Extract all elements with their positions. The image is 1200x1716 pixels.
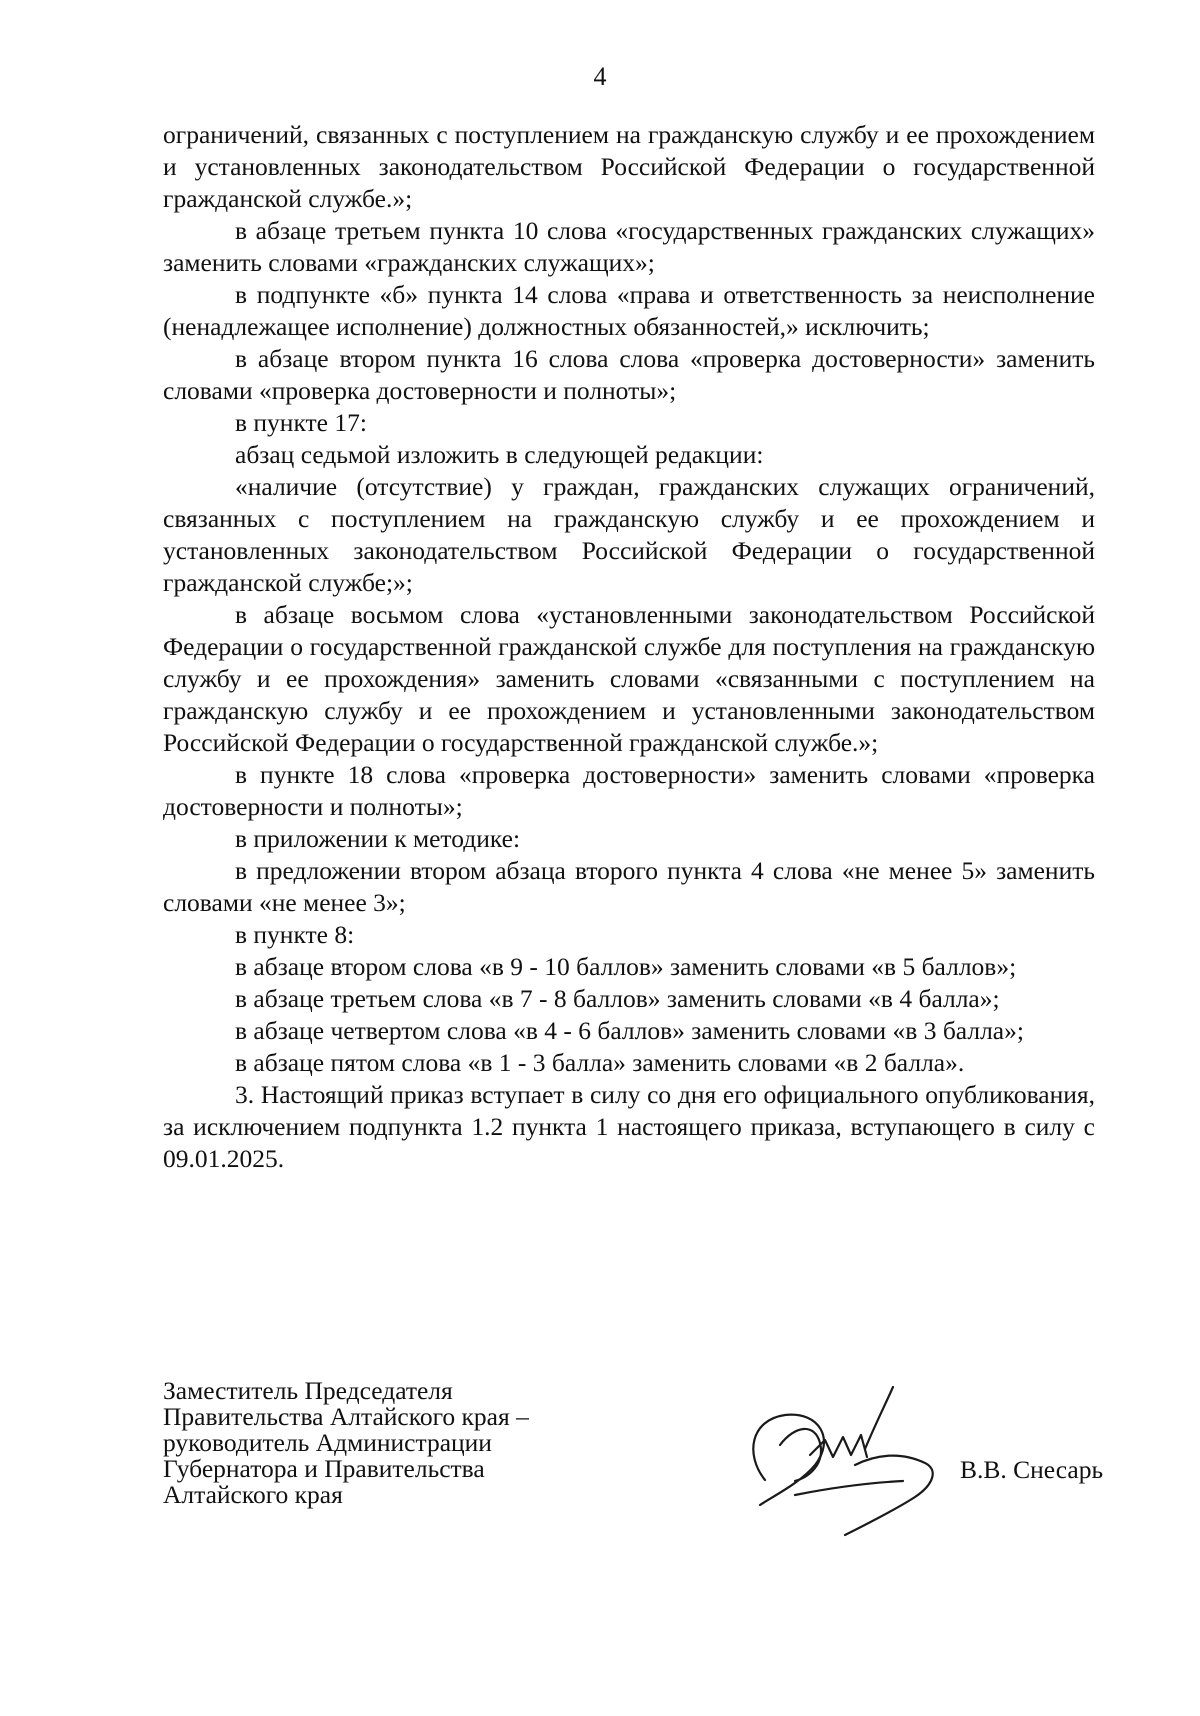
paragraph: в абзаце пятом слова «в 1 - 3 балла» заменить словами «в 2 балла». <box>235 1048 965 1077</box>
document-body <box>163 119 1095 1175</box>
paragraph: в абзаце четвертом слова «в 4 - 6 баллов» заменить словами «в 3 балла»; <box>235 1016 1024 1045</box>
paragraph: в абзаце третьем слова «в 7 - 8 баллов» заменить словами «в 4 балла»; <box>235 984 1000 1013</box>
paragraph: абзац седьмой изложить в следующей редакции: <box>235 440 764 469</box>
paragraph: в приложении к методике: <box>235 824 521 853</box>
signer-position: Заместитель Председателя Правительства Алтайского края – руководитель Администрации Губернатора и Правительства Алтайского края <box>163 1376 529 1509</box>
paragraph: в абзаце втором пункта 16 слова слова «проверка достоверности» заменить словами «проверка достоверности и полноты»; <box>163 344 1095 405</box>
paragraph: ограничений, связанных с поступлением на гражданскую службу и ее прохождением и установленных законодательством Российской Федерации о государственной гражданской службе.»; <box>163 120 1095 213</box>
paragraph: в пункте 17: <box>235 408 367 437</box>
paragraph: в подпункте «б» пункта 14 слова «права и ответственность за неисполнение (ненадлежащее исполнение) должностных обязанностей,» исключить; <box>163 280 1095 341</box>
signer-name: В.В. Снесарь <box>960 1455 1104 1484</box>
paragraph: 3. Настоящий приказ вступает в силу со дня его официального опубликования, за исключением подпункта 1.2 пункта 1 настоящего приказа, вступающего в силу с 09.01.2025. <box>163 1080 1095 1173</box>
paragraph: в пункте 8: <box>235 920 355 949</box>
paragraph: в абзаце третьем пункта 10 слова «государственных гражданских служащих» заменить словами «гражданских служащих»; <box>163 216 1095 277</box>
handwritten-signature <box>725 1385 965 1545</box>
paragraph: «наличие (отсутствие) у граждан, гражданских служащих ограничений, связанных с поступлением на гражданскую службу и ее прохождением и установленных законодательством Российской Федерации о государственной гражданской службе;»; <box>163 472 1095 597</box>
page-number: 4 <box>593 62 607 91</box>
paragraph: в абзаце восьмом слова «установленными законодательством Российской Федерации о государственной гражданской службе для поступления на гражданскую службу и ее прохождения» заменить словами «связанными с поступлением на гражданскую службу и ее прохождением и установленными законодательством Российской Федерации о государственной гражданской службе.»; <box>163 600 1095 757</box>
paragraph: в абзаце втором слова «в 9 - 10 баллов» заменить словами «в 5 баллов»; <box>235 952 1017 981</box>
paragraph: в пункте 18 слова «проверка достоверности» заменить словами «проверка достоверности и полноты»; <box>163 760 1095 821</box>
paragraph: в предложении втором абзаца второго пункта 4 слова «не менее 5» заменить словами «не менее 3»; <box>163 856 1095 917</box>
